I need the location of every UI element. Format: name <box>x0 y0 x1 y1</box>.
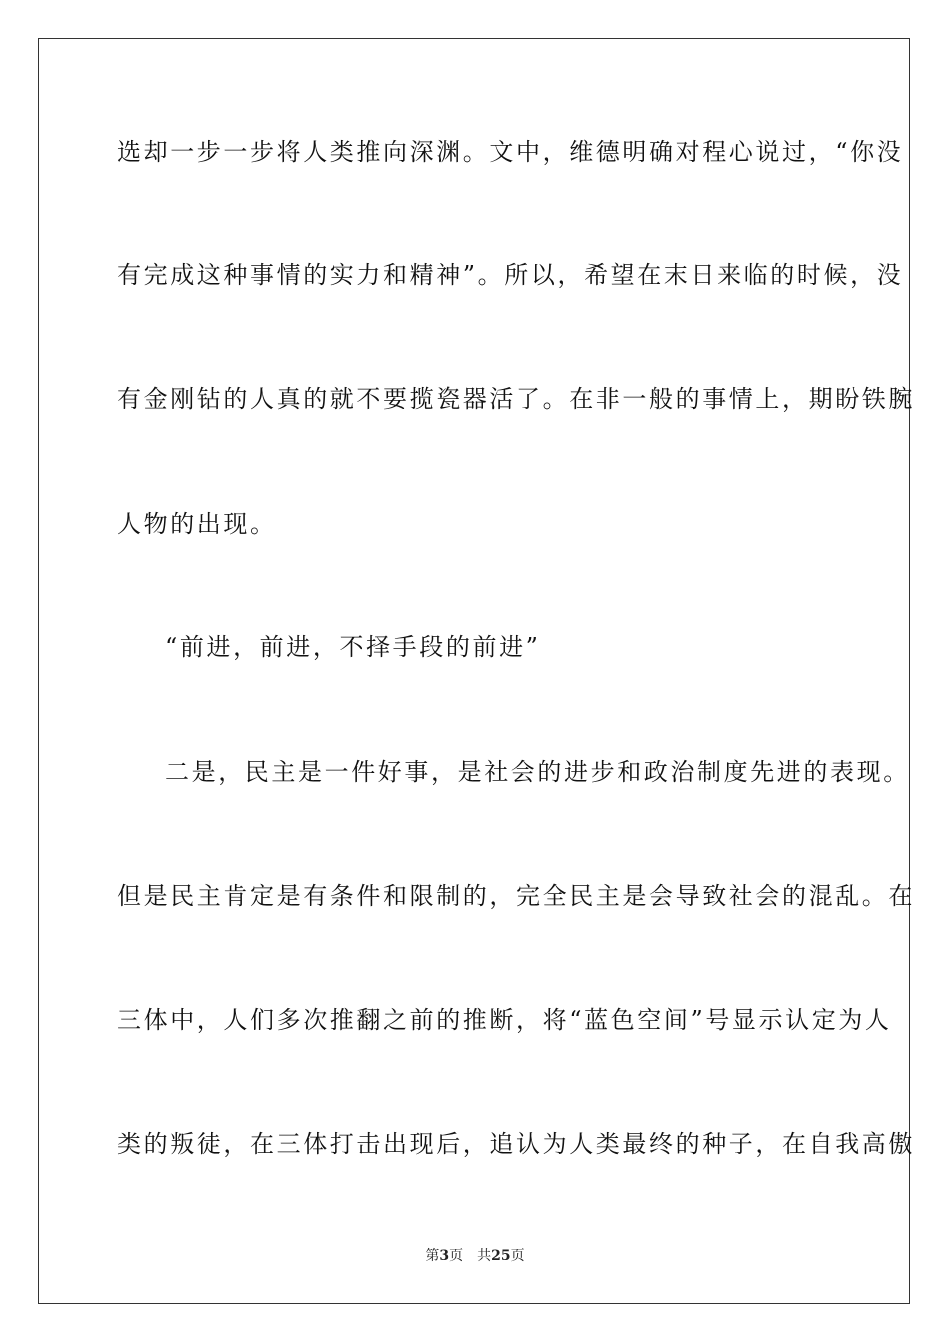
paragraph-line-2: 有完成这种事情的实力和精神”。所以，希望在末日来临的时候，没 <box>117 261 904 289</box>
page-number: 3 <box>439 1248 450 1264</box>
page-suffix: 页 <box>449 1248 464 1264</box>
paragraph-line-8: 三体中，人们多次推翻之前的推断，将“蓝色空间”号显示认定为人 <box>117 1006 892 1034</box>
paragraph-line-6: 二是，民主是一件好事，是社会的进步和政治制度先进的表现。 <box>165 758 910 786</box>
total-pages: 25 <box>491 1248 511 1264</box>
total-suffix: 页 <box>510 1248 525 1264</box>
paragraph-line-4: 人物的出现。 <box>117 510 277 538</box>
total-prefix: 共 <box>477 1248 492 1264</box>
paragraph-line-1: 选却一步一步将人类推向深渊。文中，维德明确对程心说过，“你没 <box>117 138 904 166</box>
page-border <box>38 38 915 1304</box>
quote-line: “前进，前进，不择手段的前进” <box>165 633 541 661</box>
page-footer <box>0 1247 950 1265</box>
paragraph-line-3: 有金刚钻的人真的就不要揽瓷器活了。在非一般的事情上，期盼铁腕 <box>117 385 915 413</box>
paragraph-line-7: 但是民主肯定是有条件和限制的，完全民主是会导致社会的混乱。在 <box>117 882 915 910</box>
page-prefix: 第 <box>425 1248 440 1264</box>
paragraph-line-9: 类的叛徒，在三体打击出现后，追认为人类最终的种子，在自我高傲 <box>117 1130 915 1158</box>
